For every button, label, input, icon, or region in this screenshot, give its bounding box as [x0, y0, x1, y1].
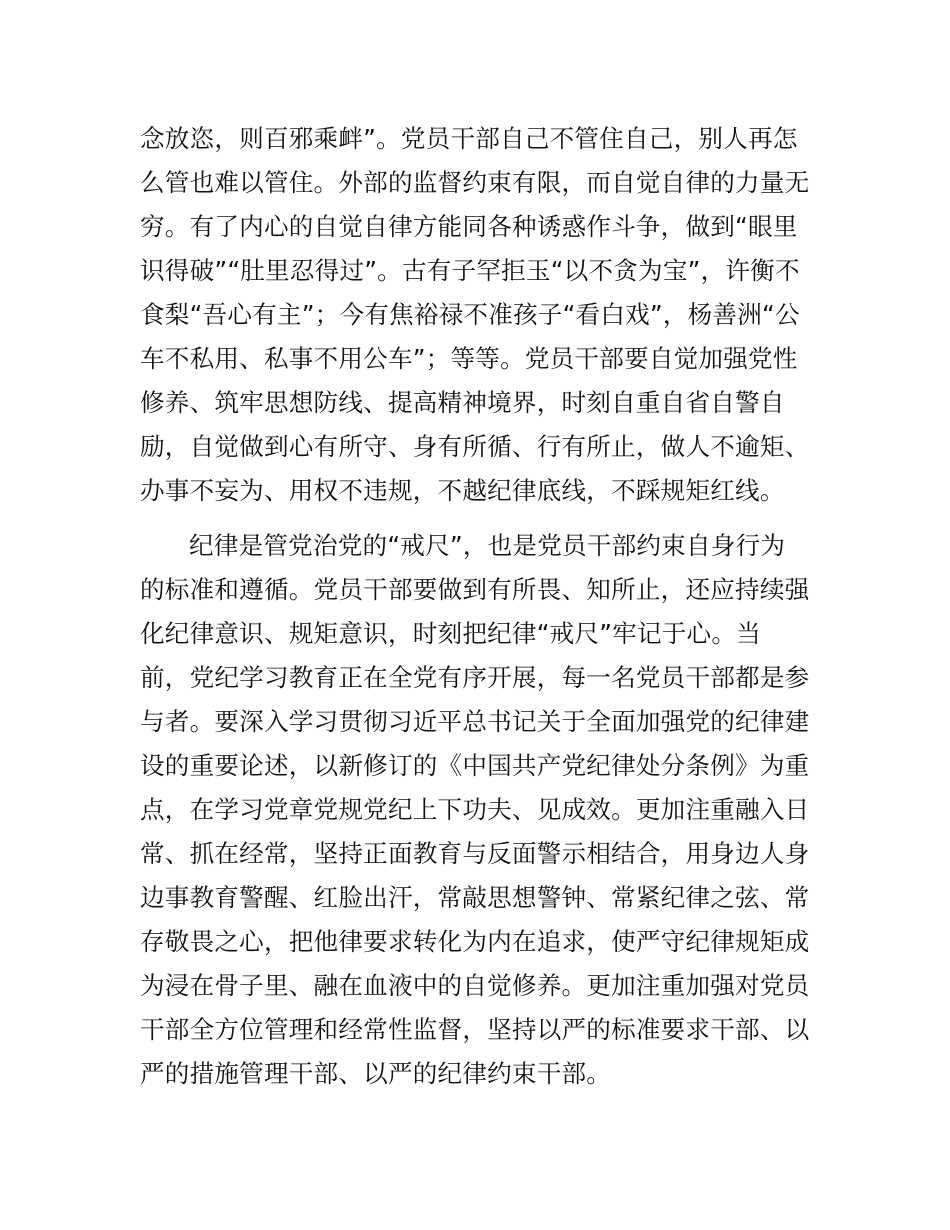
- text-line: 严的措施管理干部、以严的纪律约束干部。: [140, 1059, 612, 1088]
- text-line: 穷。有了内心的自觉自律方能同各种诱惑作斗争，做到“眼里: [140, 212, 798, 241]
- text-line: 为浸在骨子里、融在血液中的自觉修养。更加注重加强对党员: [140, 971, 810, 1000]
- text-line: 干部全方位管理和经常性监督，坚持以严的标准要求干部、以: [140, 1015, 810, 1044]
- document-body: [140, 117, 820, 1096]
- text-line: 点，在学习党章党规党纪上下功夫、见成效。更加注重融入日: [140, 795, 810, 824]
- text-line: 存敬畏之心，把他律要求转化为内在追求，使严守纪律规矩成: [140, 927, 810, 956]
- text-line: 么管也难以管住。外部的监督约束有限，而自觉自律的力量无: [140, 168, 810, 197]
- paragraph-2: [140, 524, 820, 1096]
- text-line: 励，自觉做到心有所守、身有所循、行有所止，做人不逾矩、: [140, 432, 810, 461]
- text-line: 化纪律意识、规矩意识，时刻把纪律“戒尺”牢记于心。当: [140, 619, 761, 648]
- text-line: 的标准和遵循。党员干部要做到有所畏、知所止，还应持续强: [140, 575, 810, 604]
- paragraph-spacer: [140, 513, 820, 524]
- text-line: 边事教育警醒、红脸出汗，常敲思想警钟、常紧纪律之弦、常: [140, 883, 810, 912]
- text-line: 设的重要论述，以新修订的《中国共产党纪律处分条例》为重: [140, 751, 810, 780]
- text-line: 前，党纪学习教育正在全党有序开展，每一名党员干部都是参: [140, 663, 810, 692]
- text-line: 与者。要深入学习贯彻习近平总书记关于全面加强党的纪律建: [140, 707, 810, 736]
- text-line: 识得破”“肚里忍得过”。古有子罕拒玉“以不贪为宝”，许衡不: [140, 256, 800, 285]
- text-line: 修养、筑牢思想防线、提高精神境界，时刻自重自省自警自: [140, 388, 785, 417]
- text-line: 常、抓在经常，坚持正面教育与反面警示相结合，用身边人身: [140, 839, 810, 868]
- text-line-indented: 纪律是管党治党的“戒尺”，也是党员干部约束自身行为: [189, 531, 786, 560]
- text-line: 念放恣，则百邪乘衅”。党员干部自己不管住自己，别人再怎: [140, 124, 798, 153]
- text-line: 车不私用、私事不用公车”；等等。党员干部要自觉加强党性: [140, 344, 798, 373]
- text-line: 食梨“吾心有主”；今有焦裕禄不准孩子“看白戏”，杨善洲“公: [140, 300, 800, 329]
- text-line: 办事不妄为、用权不违规，不越纪律底线，不踩规矩红线。: [140, 476, 785, 505]
- paragraph-1: [140, 117, 820, 513]
